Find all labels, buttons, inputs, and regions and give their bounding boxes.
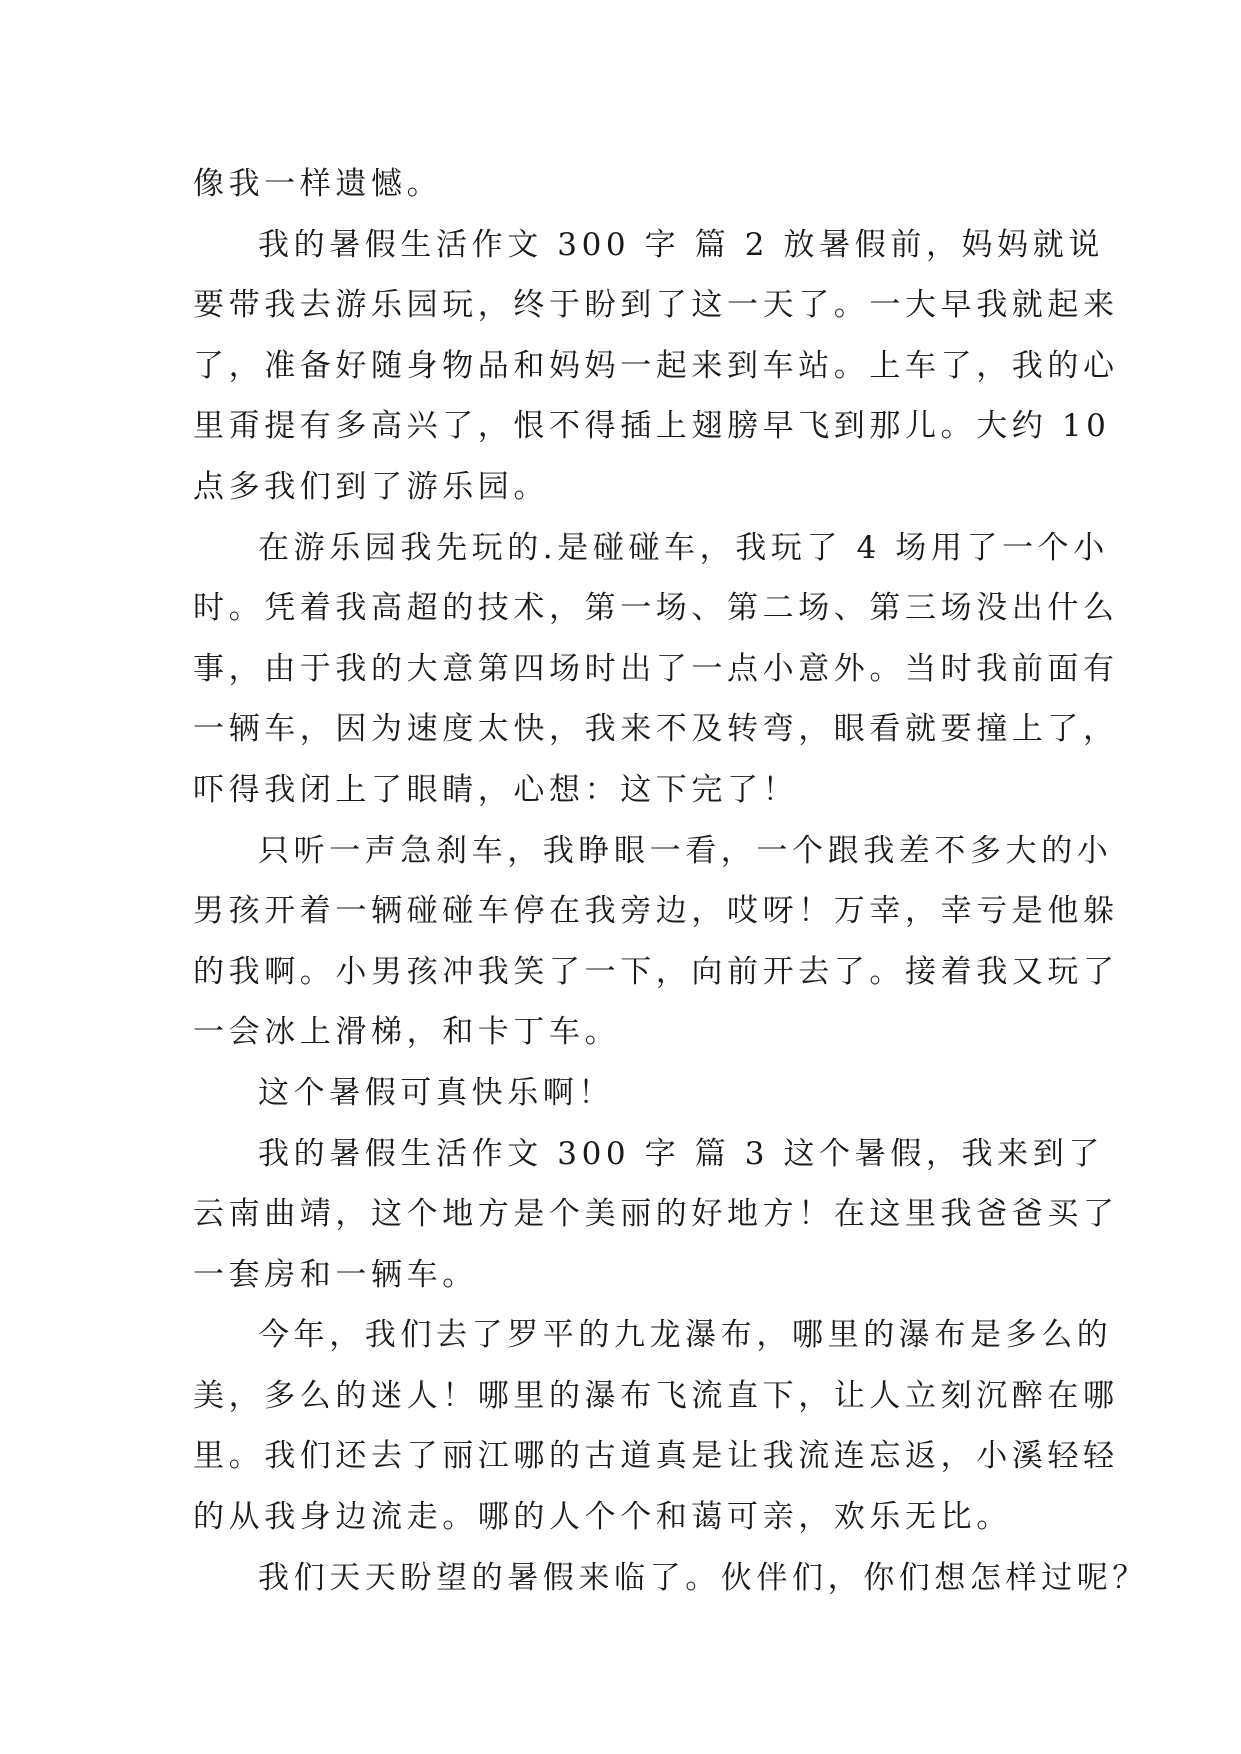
- text-line: 的从我身边流走。哪的人个个和蔼可亲，欢乐无比。: [193, 1499, 1012, 1536]
- essay-heading-line: 我的暑假生活作文 300 字 篇 2 放暑假前，妈妈就说: [258, 226, 1104, 263]
- text-line: 里。我们还去了丽江哪的古道真是让我流连忘返，小溪轻轻: [193, 1438, 1119, 1475]
- text-line: 一套房和一辆车。: [193, 1256, 478, 1293]
- text-line: 吓得我闭上了眼睛，心想：这下完了！: [193, 771, 799, 808]
- essay-heading-line: 我的暑假生活作文 300 字 篇 3 这个暑假，我来到了: [258, 1135, 1104, 1172]
- text-line: 时。凭着我高超的技术，第一场、第二场、第三场没出什么: [193, 590, 1119, 627]
- essay-text: [193, 154, 1148, 1608]
- text-line: 一辆车，因为速度太快，我来不及转弯，眼看就要撞上了，: [193, 711, 1119, 748]
- paragraph-start-line: 这个暑假可真快乐啊！: [258, 1074, 614, 1111]
- paragraph-start-line: 只听一声急刹车，我睁眼一看，一个跟我差不多大的小: [258, 832, 1113, 869]
- text-line: 男孩开着一辆碰碰车停在我旁边，哎呀！万幸，幸亏是他躲: [193, 893, 1119, 930]
- text-line: 美，多么的迷人！哪里的瀑布飞流直下，让人立刻沉醉在哪: [193, 1377, 1119, 1414]
- text-line: 一会冰上滑梯，和卡丁车。: [193, 1014, 621, 1051]
- text-line: 了，准备好随身物品和妈妈一起来到车站。上车了，我的心: [193, 347, 1119, 384]
- text-line: 云南曲靖，这个地方是个美丽的好地方！在这里我爸爸买了: [193, 1196, 1119, 1233]
- text-line: 点多我们到了游乐园。: [193, 468, 549, 505]
- text-line: 的我啊。小男孩冲我笑了一下，向前开去了。接着我又玩了: [193, 953, 1119, 990]
- paragraph-start-line: 在游乐园我先玩的.是碰碰车，我玩了 4 场用了一个小: [258, 529, 1109, 566]
- paragraph-start-line: 我们天天盼望的暑假来临了。伙伴们，你们想怎样过呢？: [258, 1559, 1148, 1596]
- paragraph-start-line: 今年，我们去了罗平的九龙瀑布，哪里的瀑布是多么的: [258, 1317, 1113, 1354]
- text-line: 像我一样遗憾。: [193, 166, 443, 202]
- text-line: 事，由于我的大意第四场时出了一点小意外。当时我前面有: [193, 650, 1119, 687]
- text-line: 要带我去游乐园玩，终于盼到了这一天了。一大早我就起来: [193, 287, 1119, 324]
- text-line: 里甭提有多高兴了，恨不得插上翅膀早飞到那儿。大约 10: [193, 408, 1111, 445]
